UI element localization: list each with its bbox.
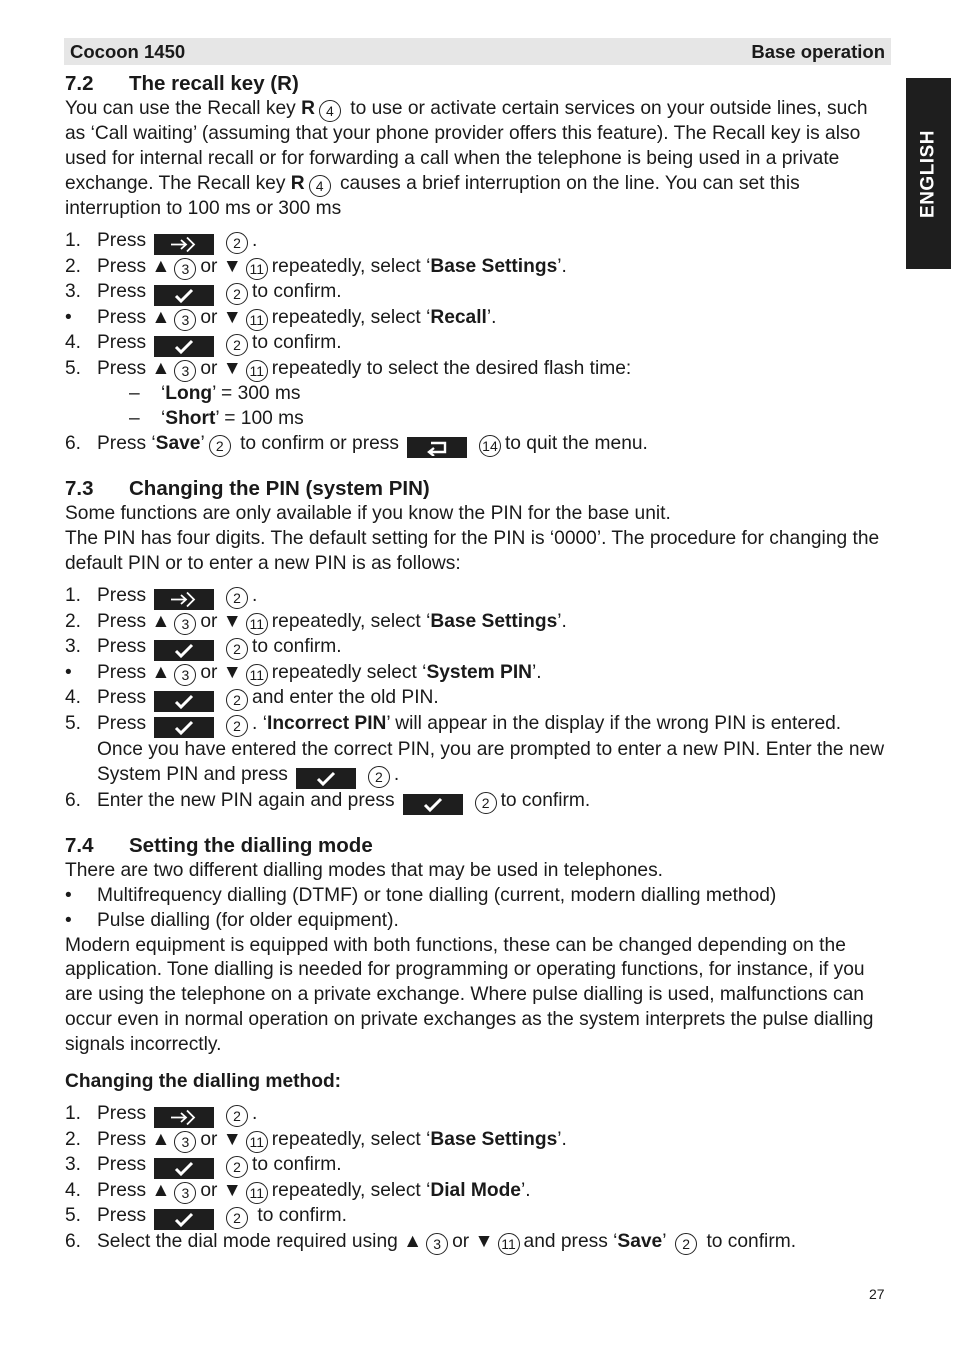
menu-arrow-icon	[154, 1107, 214, 1128]
key-3-circle-icon: 3	[174, 309, 196, 331]
key-3-circle-icon: 3	[174, 613, 196, 635]
steps-list	[65, 1102, 887, 1255]
key-3-circle-icon: 3	[174, 1182, 196, 1204]
key-2-circle-icon: 2	[226, 232, 248, 254]
key-11-circle-icon: 11	[246, 258, 268, 280]
list-item: • Pulse dialling (for older equipment).	[65, 909, 399, 931]
checkmark-icon	[154, 717, 214, 738]
list-item: • Multifrequency dialling (DTMF) or tone dialling (current, modern dialling method)	[65, 884, 777, 906]
list-item: 2. Press ▲ 3 or ▼ 11 repeatedly, select ‘Base Settings’.	[65, 255, 887, 280]
list-item: 1. Press 2 .	[65, 1102, 887, 1128]
list-item: 4. Press 2 to confirm.	[65, 331, 887, 357]
checkmark-icon	[154, 640, 214, 661]
section-heading: 7.2 The recall key (R)	[65, 72, 299, 95]
list-item: 5. Press 2 . ‘Incorrect PIN’ will appear in the display if the wrong PIN is entered. Once you have entered the correct PIN, you are prompted to enter a new PIN. Enter the new System PIN and press 2 .	[65, 712, 887, 789]
down-arrow-icon: ▼	[222, 662, 242, 684]
key-2-circle-icon: 2	[226, 283, 248, 305]
list-item: 6. Press ‘Save’ 2 to confirm or press 14 to quit the menu.	[65, 432, 887, 458]
checkmark-icon	[154, 1209, 214, 1230]
up-arrow-icon: ▲	[151, 307, 171, 329]
section-heading: 7.3 Changing the PIN (system PIN)	[65, 476, 430, 500]
language-tab-label: ENGLISH	[917, 129, 939, 218]
section-7-2	[65, 70, 887, 458]
list-item: 4. Press 2 and enter the old PIN.	[65, 686, 887, 712]
key-2-circle-icon: 2	[226, 587, 248, 609]
list-item: 2. Press ▲ 3 or ▼ 11 repeatedly, select ‘Base Settings’.	[65, 1128, 887, 1153]
intro-paragraph: You can use the Recall key R 4 to use or activate certain services on your outside lines, such as ‘Call waiting’ (assuming that your phone provider offers this feature). The Recall key is also used for internal recall or for forwarding a call when the telephone is being used in a private exchange. The Recall key R 4 causes a brief interruption on the line. You can set this interruption to 100 ms or 300 ms	[65, 98, 868, 219]
product-name: Cocoon 1450	[70, 41, 186, 62]
key-4-circle-icon: 4	[319, 100, 341, 122]
key-11-circle-icon: 11	[498, 1233, 520, 1255]
paragraph: Modern equipment is equipped with both functions, these can be changed depending on the application. Tone dialling is needed for programming or operating functions, for instance, if you are using the telephone on a private exchange. Where pulse dialling is used, malfunctions can occur even in normal operation on private exchanges as the system interprets the pulse dialling signals incorrectly.	[65, 934, 874, 1055]
list-item: 6. Select the dial mode required using ▲ 3 or ▼ 11 and press ‘Save’ 2 to confirm.	[65, 1230, 887, 1255]
steps-list	[65, 584, 887, 815]
up-arrow-icon: ▲	[151, 256, 171, 278]
list-item: 6. Enter the new PIN again and press 2 to confirm.	[65, 789, 887, 815]
checkmark-icon	[154, 691, 214, 712]
key-14-circle-icon: 14	[479, 435, 501, 457]
steps-list	[65, 229, 887, 382]
key-2-circle-icon: 2	[226, 638, 248, 660]
key-2-circle-icon: 2	[226, 689, 248, 711]
list-item: 3. Press 2 to confirm.	[65, 280, 887, 306]
key-2-circle-icon: 2	[475, 792, 497, 814]
key-2-circle-icon: 2	[368, 766, 390, 788]
steps-list	[65, 432, 887, 458]
up-arrow-icon: ▲	[151, 662, 171, 684]
list-item: 4. Press ▲ 3 or ▼ 11 repeatedly, select ‘Dial Mode’.	[65, 1179, 887, 1204]
page-content	[65, 70, 887, 1255]
key-4-circle-icon: 4	[309, 175, 331, 197]
up-arrow-icon: ▲	[151, 358, 171, 380]
checkmark-icon	[296, 768, 356, 789]
down-arrow-icon: ▼	[222, 1129, 242, 1151]
checkmark-icon	[403, 794, 463, 815]
key-3-circle-icon: 3	[174, 664, 196, 686]
checkmark-icon	[154, 336, 214, 357]
list-item: • Press ▲ 3 or ▼ 11 repeatedly, select ‘Recall’.	[65, 306, 887, 331]
list-item: – ‘Short’ = 100 ms	[129, 408, 304, 430]
chapter-name: Base operation	[751, 41, 885, 62]
list-item: 5. Press 2 to confirm.	[65, 1204, 887, 1230]
menu-arrow-icon	[154, 234, 214, 255]
paragraph: Some functions are only available if you know the PIN for the base unit.	[65, 502, 671, 524]
list-item: 2. Press ▲ 3 or ▼ 11 repeatedly, select ‘Base Settings’.	[65, 610, 887, 635]
key-3-circle-icon: 3	[174, 258, 196, 280]
key-3-circle-icon: 3	[174, 1131, 196, 1153]
key-2-circle-icon: 2	[226, 334, 248, 356]
up-arrow-icon: ▲	[151, 1180, 171, 1202]
key-11-circle-icon: 11	[246, 309, 268, 331]
down-arrow-icon: ▼	[222, 307, 242, 329]
key-3-circle-icon: 3	[174, 360, 196, 382]
list-item: • Press ▲ 3 or ▼ 11 repeatedly select ‘System PIN’.	[65, 661, 887, 686]
key-11-circle-icon: 11	[246, 613, 268, 635]
paragraph: There are two different dialling modes that may be used in telephones.	[65, 860, 664, 882]
section-7-3	[65, 475, 887, 815]
key-11-circle-icon: 11	[246, 664, 268, 686]
list-item: – ‘Long’ = 300 ms	[129, 383, 301, 405]
down-arrow-icon: ▼	[474, 1231, 494, 1253]
up-arrow-icon: ▲	[403, 1231, 423, 1253]
flash-options	[65, 382, 887, 432]
key-2-circle-icon: 2	[226, 1105, 248, 1127]
list-item: 1. Press 2 .	[65, 229, 887, 255]
page-number: 27	[869, 1286, 885, 1302]
list-item: 3. Press 2 to confirm.	[65, 1153, 887, 1179]
down-arrow-icon: ▼	[222, 358, 242, 380]
section-7-4	[65, 832, 887, 1255]
list-item: 3. Press 2 to confirm.	[65, 635, 887, 661]
key-3-circle-icon: 3	[426, 1233, 448, 1255]
key-2-circle-icon: 2	[209, 435, 231, 457]
language-tab	[906, 78, 951, 269]
key-2-circle-icon: 2	[226, 1207, 248, 1229]
up-arrow-icon: ▲	[151, 1129, 171, 1151]
down-arrow-icon: ▼	[222, 611, 242, 633]
down-arrow-icon: ▼	[222, 1180, 242, 1202]
key-11-circle-icon: 11	[246, 1131, 268, 1153]
key-2-circle-icon: 2	[226, 715, 248, 737]
key-11-circle-icon: 11	[246, 1182, 268, 1204]
checkmark-icon	[154, 285, 214, 306]
key-11-circle-icon: 11	[246, 360, 268, 382]
down-arrow-icon: ▼	[222, 256, 242, 278]
menu-arrow-icon	[154, 589, 214, 610]
paragraph: The PIN has four digits. The default setting for the PIN is ‘0000’. The procedure for changing the default PIN or to enter a new PIN is as follows:	[65, 527, 880, 574]
section-heading: 7.4 Setting the dialling mode	[65, 834, 373, 858]
key-2-circle-icon: 2	[675, 1233, 697, 1255]
up-arrow-icon: ▲	[151, 611, 171, 633]
return-arrow-icon	[407, 437, 467, 458]
checkmark-icon	[154, 1158, 214, 1179]
bullet-list	[65, 884, 887, 934]
key-2-circle-icon: 2	[226, 1156, 248, 1178]
running-header	[64, 38, 891, 65]
list-item: 1. Press 2 .	[65, 584, 887, 610]
list-item: 5. Press ▲ 3 or ▼ 11 repeatedly to select the desired flash time:	[65, 357, 887, 382]
subheading: Changing the dialling method:	[65, 1070, 342, 1092]
